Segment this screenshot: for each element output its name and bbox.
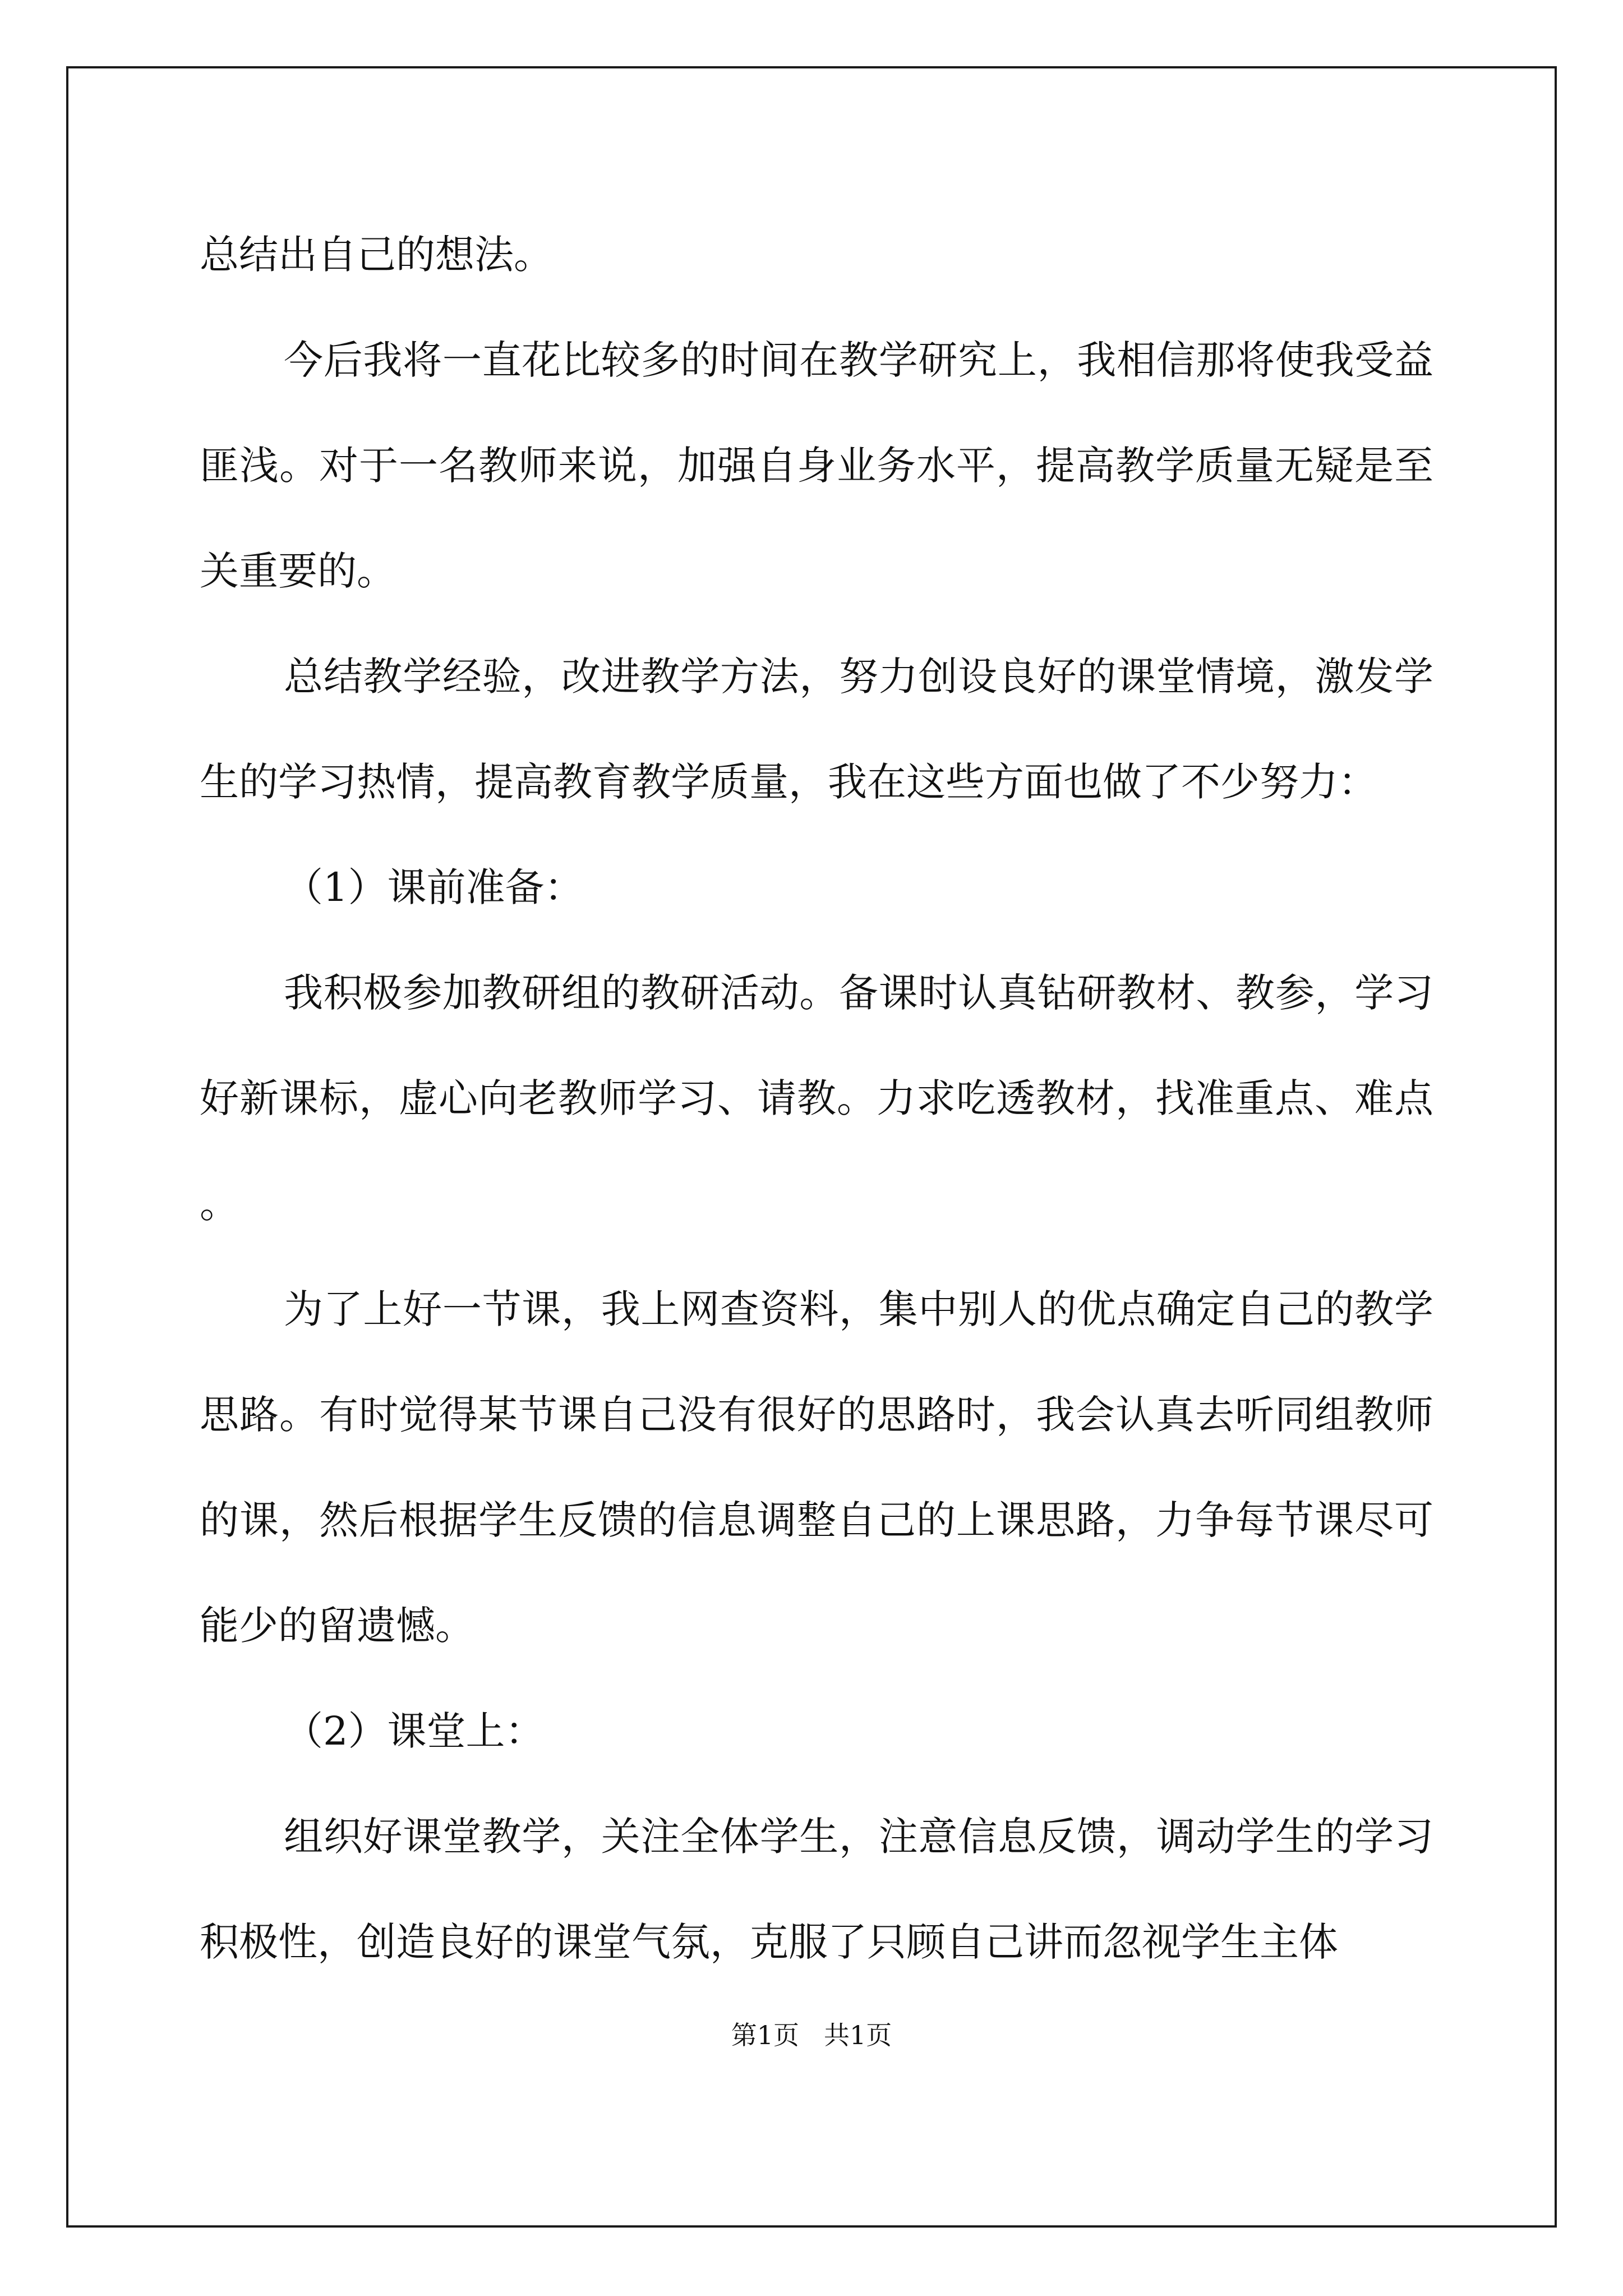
page-footer [0,2018,1623,2052]
footer-gap [799,2020,824,2050]
page-number: 第1页 [731,2020,800,2050]
paragraph-2: 今后我将一直花比较多的时间在教学研究上，我相信那将使我受益匪浅。对于一名教师来说，加强自身业务水平，提高教学质量无疑是至关重要的。 [200,337,1433,594]
paragraph-7-heading: （2）课堂上： [284,1708,545,1754]
paragraph-1: 总结出自己的想法。 [200,232,553,278]
paragraph-8: 组织好课堂教学，关注全体学生，注意信息反馈，调动学生的学习积极性，创造良好的课堂气氛，克服了只顾自己讲而忽视学生主体 [200,1814,1433,1965]
document-body [200,202,1433,1995]
paragraph-4-heading: （1）课前准备： [284,864,584,910]
paragraph-6: 为了上好一节课，我上网查资料，集中别人的优点确定自己的教学思路。有时觉得某节课自己没有很好的思路时，我会认真去听同组教师的课，然后根据学生反馈的信息调整自己的上课思路，力争每节课尽可能少的留遗憾。 [200,1286,1433,1649]
paragraph-3: 总结教学经验，改进教学方法，努力创设良好的课堂情境，激发学生的学习热情，提高教育教学质量，我在这些方面也做了不少努力： [200,654,1433,805]
paragraph-5: 我积极参加教研组的教研活动。备课时认真钻研教材、教参，学习好新课标，虚心向老教师学习、请教。力求吃透教材，找准重点、难点。 [200,970,1433,1227]
page-total: 共1页 [823,2020,892,2050]
